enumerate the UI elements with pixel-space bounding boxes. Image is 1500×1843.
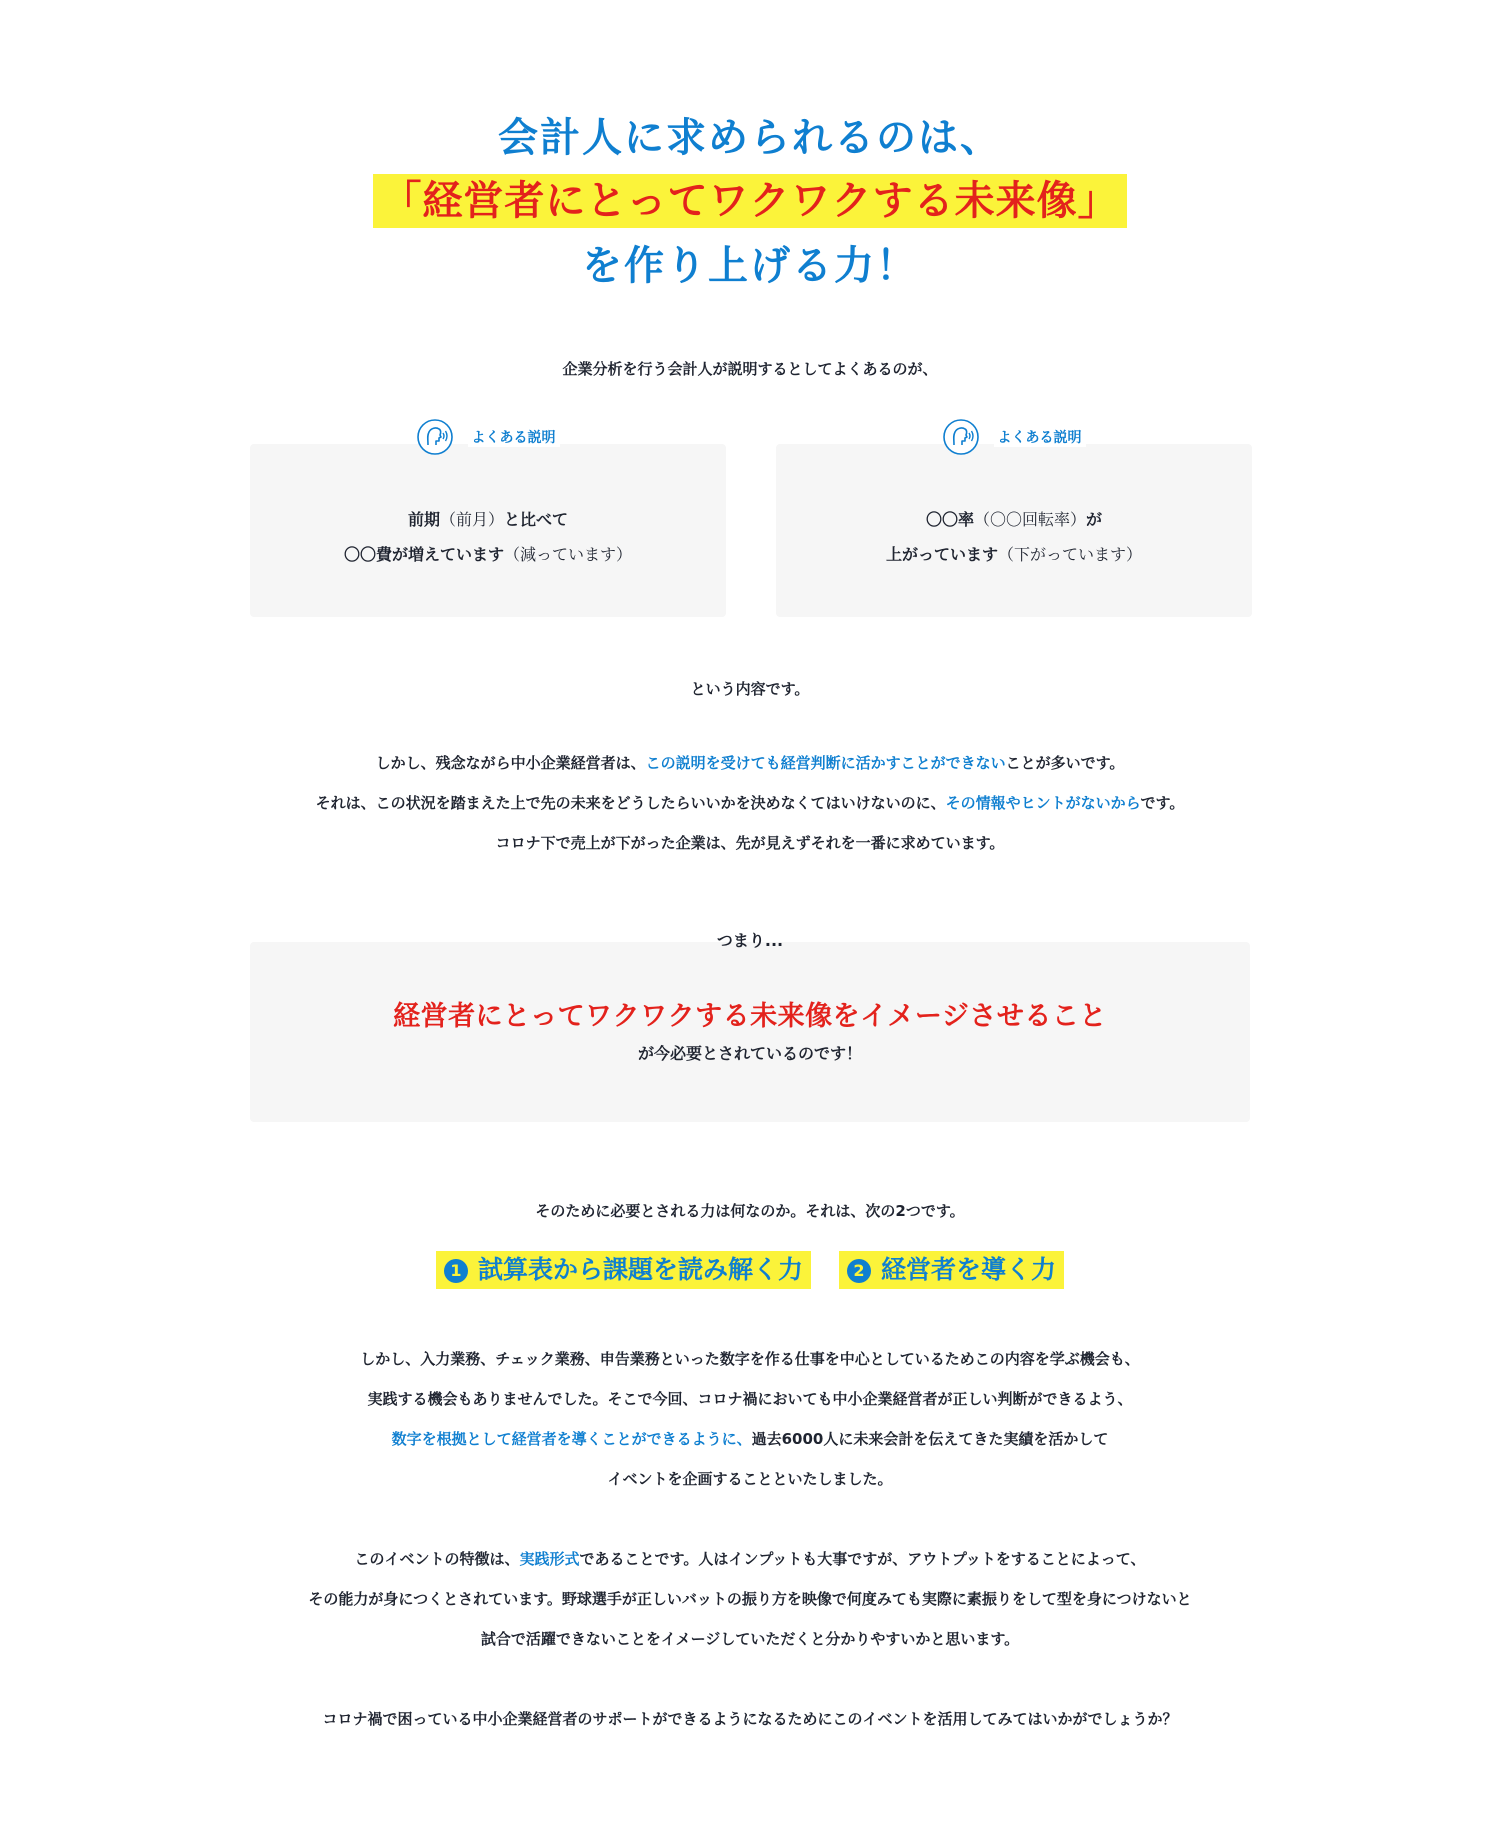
skills-row [0,1251,1500,1289]
card-tag [250,418,726,456]
headline-highlight: 「経営者にとってワクワクする未来像」 [373,174,1126,228]
card-line-1-rest: と比べて [504,510,569,529]
para3-line-3: 試合で活躍できないことをイメージしていただくと分かりやすいかと思います。 [480,1630,1020,1648]
summary-main: 経営者にとってワクワクする未来像をイメージさせること [393,1001,1107,1032]
para2-line-2: 実践する機会もありませんでした。そこで今回、コロナ禍においても中小企業経営者が正しい判断ができるよう、 [367,1390,1133,1408]
card-body [250,502,726,572]
card-line-2-paren: （下がっています） [998,545,1143,564]
card-line-1-paren: （前月） [439,510,504,529]
para1-line-1-highlight: この説明を受けても経営判断に活かすことができない [645,754,1006,772]
explanation-card-1 [250,430,726,617]
card-line-2-bold: 〇〇費が増えています [343,545,504,564]
headline-highlight-wrap [0,174,1500,228]
skill-2 [839,1251,1064,1289]
para3-line-1-post: であることです。人はインプットも大事ですが、アウトプットをすることによって、 [579,1550,1146,1568]
card-line-2 [776,537,1252,572]
para3-line-1 [0,1548,1500,1569]
skill-number-1: 1 [444,1259,468,1283]
para1-line-2-pre: それは、この状況を踏まえた上で先の未来をどうしたらいいかを決めなくてはいけないのに、 [315,794,946,812]
para2-line-3-post: 過去6000人に未来会計を伝えてきた実績を活かして [751,1430,1109,1448]
para1-line-1-pre: しかし、残念ながら中小企業経営者は、 [375,754,646,772]
skill-label-2: 経営者を導く力 [881,1255,1057,1284]
para2-line-4: イベントを企画することといたしました。 [607,1470,893,1488]
card-tag-label: よくある説明 [468,427,560,447]
para3-line-1-highlight: 実践形式 [519,1550,580,1568]
headline [0,112,1500,292]
intro-text: 企業分析を行う会計人が説明するとしてよくあるのが、 [562,360,938,378]
card-line-1 [776,502,1252,537]
headline-line-3: を作り上げる力！ [582,243,918,289]
skill-number-2: 2 [847,1259,871,1283]
card-line-2-paren: （減っています） [504,545,633,564]
card-line-1-rest: が [1086,510,1103,529]
card-body [776,502,1252,572]
para1-line-2 [0,792,1500,813]
card-tag-label: よくある説明 [994,427,1086,447]
card-line-2 [250,537,726,572]
skill-label-1: 試算表から課題を読み解く力 [477,1255,803,1284]
explanation-card-2 [776,430,1252,617]
para1-line-3: コロナ下で売上が下がった企業は、先が見えずそれを一番に求めています。 [495,834,1005,852]
para2-line-1: しかし、入力業務、チェック業務、申告業務といった数字を作る仕事を中心としているためこの内容を学ぶ機会も、 [360,1350,1140,1368]
card-line-2-bold: 上がっています [885,545,998,564]
para3-line-1-pre: このイベントの特徴は、 [354,1550,520,1568]
closing-text: コロナ禍で困っている中小企業経営者のサポートができるようになるためにこのイベントを活用してみてはいかがでしょうか？ [322,1710,1178,1728]
card-line-1 [250,502,726,537]
para2-line-3 [0,1428,1500,1449]
summary-sub: が今必要とされているのです！ [637,1044,862,1063]
para3-line-2: その能力が身につくとされています。野球選手が正しいバットの振り方を映像で何度みても実際に素振りをして型を身につけないと [308,1590,1192,1608]
skill-1 [436,1251,811,1289]
speaking-head-icon [416,418,454,456]
summary-box [250,942,1250,1122]
para1-line-2-highlight: その情報やヒントがないから [945,794,1141,812]
speaking-head-icon [942,418,980,456]
para1-line-1 [0,752,1500,773]
after-cards-text: という内容です。 [690,680,810,698]
para1-line-2-post: です。 [1140,794,1185,812]
headline-line-1: 会計人に求められるのは、 [498,115,1002,161]
summary-label: つまり... [716,931,784,950]
para1-line-1-post: ことが多いです。 [1005,754,1125,772]
card-tag [776,418,1252,456]
para2-line-3-highlight: 数字を根拠として経営者を導くことができるように、 [391,1430,752,1448]
card-line-1-bold: 〇〇率 [925,510,974,529]
card-line-1-paren: （〇〇回転率） [973,510,1086,529]
card-line-1-bold: 前期 [407,510,440,529]
need-intro: そのために必要とされる力は何なのか。それは、次の2つです。 [535,1202,965,1220]
